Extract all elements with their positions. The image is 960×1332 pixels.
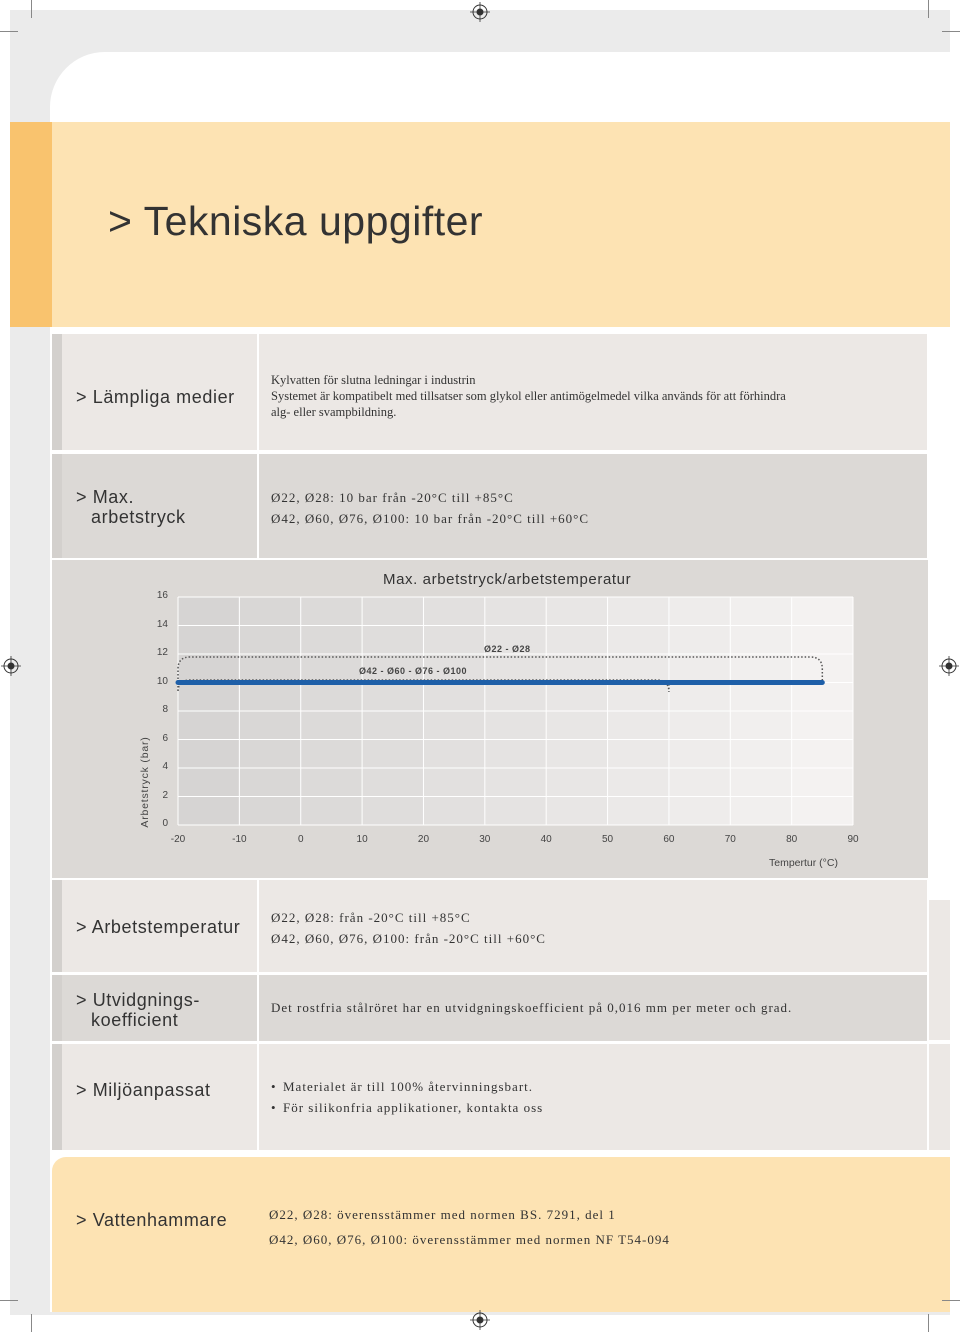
crop-mark (942, 31, 960, 32)
row-value-arbetstemp (259, 880, 927, 972)
chart-y-axis-label: Arbetstryck (bar) (139, 736, 151, 828)
crop-mark (928, 0, 929, 18)
row-label-utvidgning (62, 975, 257, 1041)
utvidgning-text: Det rostfria stålröret har en utvidgningskoefficient på 0,016 mm per meter och grad. (271, 1000, 793, 1015)
crop-mark (31, 0, 32, 18)
footer-band (52, 1157, 950, 1312)
chart-x-tick-label: 90 (847, 834, 859, 845)
label-arbetstemp: > Arbetstemperatur (76, 917, 241, 937)
arbetstemp-line-1: Ø22, Ø28: från -20°C till +85°C (271, 910, 471, 925)
label-utvidgning-line-2: koefficient (91, 1010, 179, 1030)
maxtryck-line-2: Ø42, Ø60, Ø76, Ø100: 10 bar från -20°C till +60°C (271, 511, 590, 526)
chart-x-tick-label: 80 (786, 834, 798, 845)
row-value-utvidgning (259, 975, 927, 1041)
registration-mark-icon (939, 656, 959, 676)
crop-mark (928, 1314, 929, 1332)
chart-y-tick-label: 10 (156, 675, 168, 687)
chart-series-label-d42-d100: Ø42 - Ø60 - Ø76 - Ø100 (359, 666, 468, 676)
chart-y-tick-label: 4 (162, 761, 168, 772)
chart-y-tick-label: 6 (162, 732, 168, 744)
label-miljo: > Miljöanpassat (76, 1080, 211, 1100)
chart-x-tick-label: 70 (724, 834, 736, 845)
maxtryck-line-1: Ø22, Ø28: 10 bar från -20°C till +85°C (271, 490, 514, 505)
chart-y-tick-label: 12 (156, 647, 168, 658)
registration-mark-icon (470, 1310, 490, 1330)
label-utvidgning-line-1: > Utvidgnings- (76, 990, 200, 1010)
chart-y-tick-label: 16 (156, 590, 168, 601)
chart-x-tick-label: 0 (297, 834, 304, 845)
chart-x-tick-label: 10 (356, 834, 368, 845)
medier-line-1: Kylvatten för slutna ledningar i industrin (271, 373, 476, 387)
chart-x-tick-label: -10 (232, 834, 247, 845)
chart-y-tick-label: 8 (162, 704, 168, 715)
chart-x-tick-label: 20 (417, 834, 430, 845)
crop-mark (0, 1300, 18, 1301)
label-vattenhammare: > Vattenhammare (76, 1210, 228, 1230)
miljo-bullet-2: • För silikonfria applikationer, kontakta oss (271, 1097, 543, 1118)
chart-x-tick-label: 30 (479, 834, 491, 845)
crop-mark (31, 1314, 32, 1332)
row-value-miljo (259, 1044, 927, 1150)
miljo-bullet-1: • Materialet är till 100% återvinningsbart. (271, 1076, 543, 1097)
crop-mark (0, 31, 18, 32)
registration-mark-icon (1, 656, 21, 676)
chart-title: Max. arbetstryck/arbetstemperatur (383, 571, 632, 588)
label-medier: > Lämpliga medier (76, 387, 235, 407)
label-maxtryck-line-2: arbetstryck (91, 507, 186, 527)
chart-series-label-d22-d28: Ø22 - Ø28 (484, 644, 531, 654)
row-accent (52, 1044, 62, 1150)
chart-y-tick-label: 0 (162, 818, 168, 829)
chart-x-tick-label: -20 (170, 834, 186, 845)
chart-y-tick-label: 2 (162, 789, 168, 801)
label-maxtryck-line-1: > Max. (76, 487, 135, 507)
registration-mark-icon (470, 2, 490, 22)
row-accent (52, 880, 62, 972)
row-label-arbetstemp (62, 880, 257, 972)
row-accent (52, 975, 62, 1041)
crop-mark (942, 1300, 960, 1301)
row-edge-strip (929, 1044, 950, 1150)
chart-x-axis-label: Tempertur (°C) (769, 857, 838, 869)
row-edge-strip (929, 900, 950, 1040)
row-label-miljo (62, 1044, 257, 1150)
arbetstemp-line-2: Ø42, Ø60, Ø76, Ø100: från -20°C till +60°C (271, 931, 546, 946)
medier-line-3: alg- eller svampbildning. (271, 405, 397, 419)
vattenhammare-line-2: Ø42, Ø60, Ø76, Ø100: överensstämmer med normen NF T54-094 (269, 1232, 670, 1247)
miljo-bullet-list (271, 1076, 543, 1118)
medier-line-2: Systemet är kompatibelt med tillsatser som glykol eller antimögelmedel vilka används för att förhindra (271, 389, 786, 403)
page-title: > Tekniska uppgifter (108, 198, 484, 244)
chart-y-tick-label: 14 (156, 618, 168, 630)
chart-x-tick-label: 50 (601, 834, 614, 845)
vattenhammare-line-1: Ø22, Ø28: överensstämmer med normen BS. 7291, del 1 (269, 1207, 616, 1222)
chart-x-tick-label: 60 (663, 834, 675, 845)
chart-x-tick-label: 40 (540, 834, 552, 845)
